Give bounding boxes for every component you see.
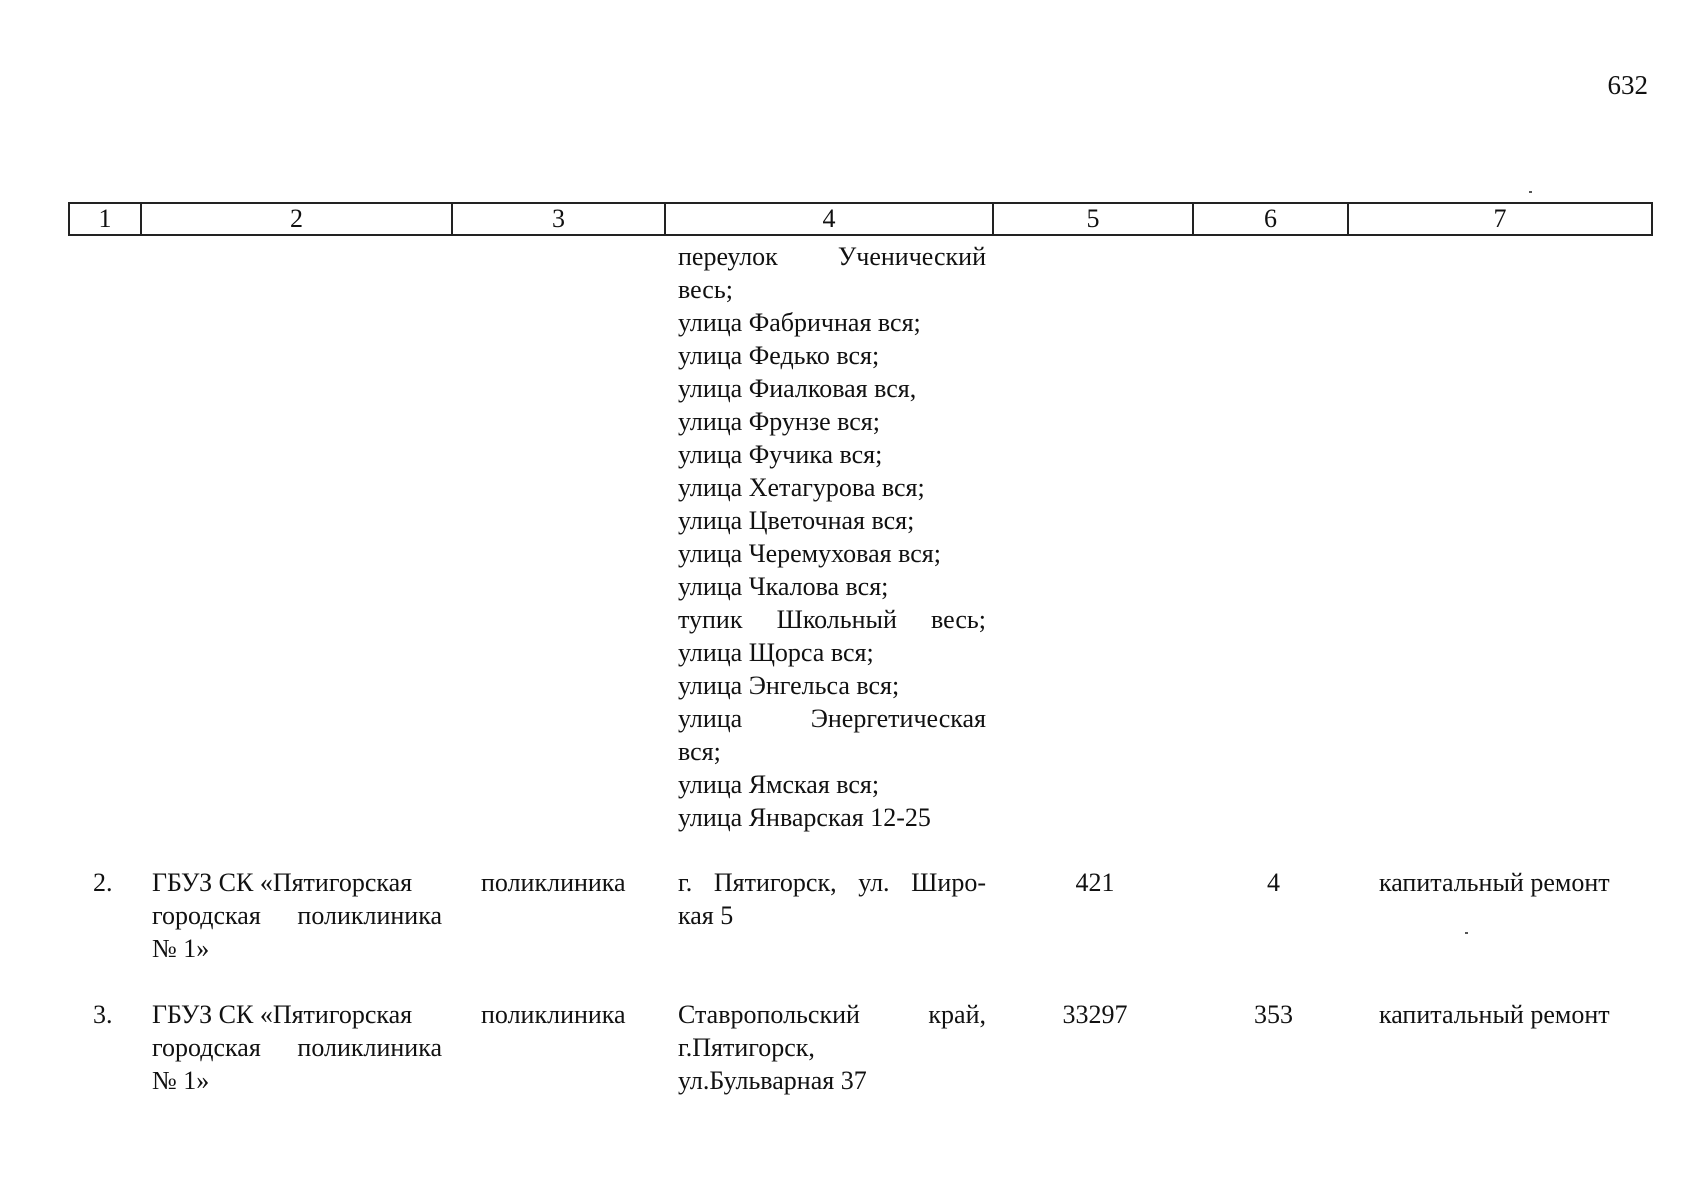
address-line: весь; [678,275,733,304]
organization-line: № 1» [152,934,210,963]
column-header-7: 7 [1348,203,1652,235]
address-line: улица Фучика вся; [678,440,883,469]
address-line: улица Федько вся; [678,341,880,370]
organization-line: ГБУЗ СК «Пятигорская [152,1000,413,1029]
facility-address [678,998,986,1097]
column-header-3: 3 [452,203,665,235]
organization-line: городская поликлиника [152,901,442,930]
page-number: 632 [1607,70,1648,100]
work-type: капитальный ремонт [1379,1000,1610,1029]
address-line: улица Хетагурова вся; [678,473,925,502]
work-type: капитальный ремонт [1379,868,1610,897]
address-line: Ставропольский край, [678,1000,986,1029]
address-line: улица Ямская вся; [678,770,880,799]
organization-line: ГБУЗ СК «Пятигорская [152,868,413,897]
column-header-2: 2 [141,203,452,235]
area-value: 33297 [1062,1000,1128,1029]
facility-type: поликлиника [481,1000,626,1029]
column-header-4: 4 [665,203,993,235]
address-line: ул.Бульварная 37 [678,1066,867,1095]
continuation-address-list [678,240,986,834]
address-line: улица Январская 12-25 [678,803,931,832]
count-value: 353 [1254,1000,1293,1029]
facility-type: поликлиника [481,868,626,897]
facility-address [678,866,986,932]
address-line: улица Фиалковая вся, [678,374,917,403]
column-header-row [68,202,1653,236]
count-value: 4 [1267,868,1280,897]
address-line: улица Черемуховая вся; [678,539,941,568]
address-line: улица Энгельса вся; [678,671,900,700]
column-header-5: 5 [993,203,1193,235]
address-line: улица Фрунзе вся; [678,407,880,436]
address-line: улица Щорса вся; [678,638,874,667]
address-line: г. Пятигорск, ул. Широ- [678,868,986,897]
address-line: тупик Школьный весь; [678,605,986,634]
address-line: улица Энергетическая [678,704,986,733]
column-header-1: 1 [69,203,141,235]
row-number: 3. [93,1000,113,1029]
organization-name [152,866,442,965]
row-number: 2. [93,868,113,897]
organization-line: городская поликлиника [152,1033,442,1062]
column-header-6: 6 [1193,203,1348,235]
address-line: переулок Ученический [678,242,986,271]
scan-speck [1529,191,1532,193]
address-line: кая 5 [678,901,734,930]
address-line: улица Цветочная вся; [678,506,915,535]
area-value: 421 [1075,868,1115,897]
organization-line: № 1» [152,1066,210,1095]
address-line: улица Фабричная вся; [678,308,921,337]
address-line: г.Пятигорск, [678,1033,815,1062]
scan-speck [1465,932,1468,934]
address-line: улица Чкалова вся; [678,572,889,601]
address-line: вся; [678,737,721,766]
organization-name [152,998,442,1097]
